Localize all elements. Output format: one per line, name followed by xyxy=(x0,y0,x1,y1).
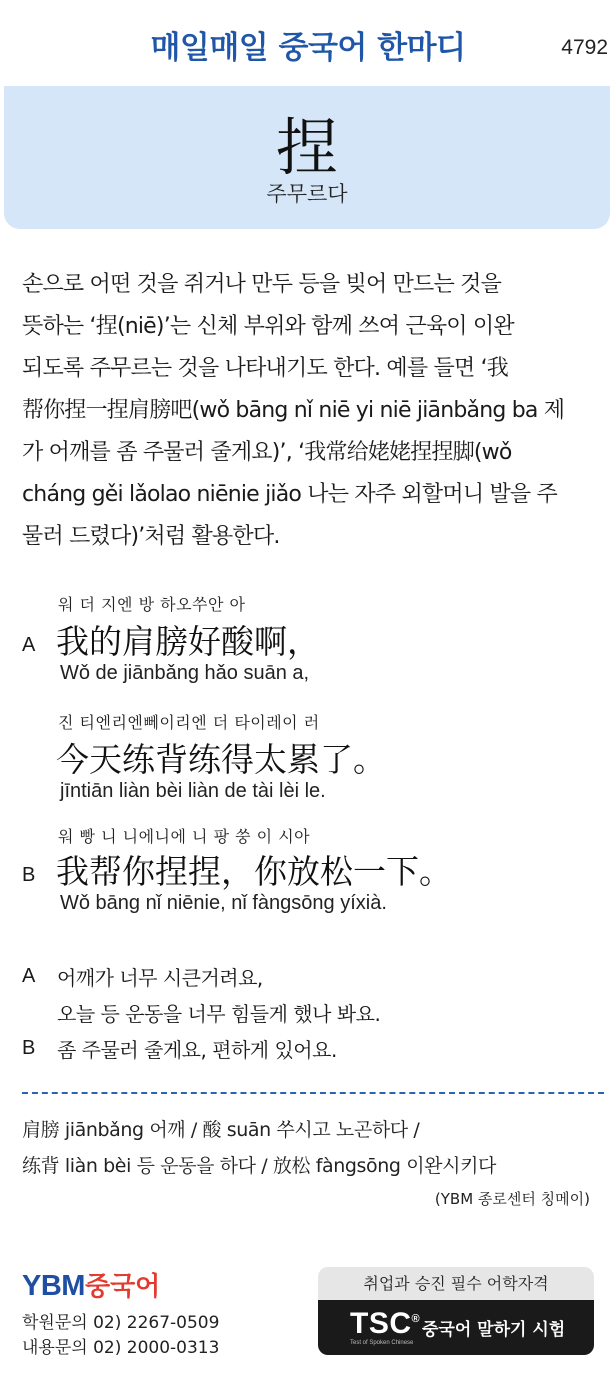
vocabulary xyxy=(22,1112,604,1184)
issue-number: 4792 xyxy=(561,36,608,59)
logo-brand-suffix: 중국어 xyxy=(84,1272,161,1302)
dashed-divider xyxy=(22,1092,604,1094)
pinyin: Wǒ de jiānbǎng hǎo suān a, xyxy=(60,662,310,684)
content-contact: 내용문의 02) 2000-0313 xyxy=(22,1338,220,1358)
academy-contact: 학원문의 02) 2267-0509 xyxy=(22,1313,220,1333)
translation-line xyxy=(22,1034,602,1070)
pinyin: jīntiān liàn bèi liàn de tài lèi le. xyxy=(60,780,326,802)
source-credit: (YBM 종로센터 칭메이) xyxy=(434,1190,590,1208)
tsc-name: 중국어 말하기 시험 xyxy=(422,1320,566,1340)
tsc-badge xyxy=(318,1267,594,1355)
translation-text: 좀 주물러 줄게요, 편하게 있어요. xyxy=(57,1038,337,1062)
korean-pronunciation: 워 더 지엔 방 하오쑤안 아 xyxy=(58,595,246,614)
description xyxy=(22,264,602,558)
registered-mark: ® xyxy=(411,1313,421,1325)
speaker-label: B xyxy=(22,864,36,886)
chinese-sentence: 我的肩膀好酸啊， xyxy=(56,622,320,661)
vocabulary-line: 肩膀 jiānbǎng 어깨 / 酸 suān 쑤시고 노곤하다 / xyxy=(22,1119,420,1141)
korean-pronunciation: 워 빵 니 니에니에 니 팡 쑹 이 시아 xyxy=(58,827,311,846)
description-line: 뜻하는 ‘捏(niē)’는 신체 부위와 함께 쓰여 근육이 이완 xyxy=(22,314,514,339)
description-line: 되도록 주무르는 것을 나타내기도 한다. 예를 들면 ‘我 xyxy=(22,356,508,381)
speaker-label: A xyxy=(22,965,36,987)
headword-meaning: 주무르다 xyxy=(266,182,348,206)
translation-line xyxy=(22,998,602,1034)
description-line: 손으로 어떤 것을 쥐거나 만두 등을 빚어 만드는 것을 xyxy=(22,272,502,297)
tsc-logo xyxy=(350,1307,420,1341)
translation-text: 어깨가 너무 시큰거려요, xyxy=(57,966,263,990)
column-title: 매일매일 중국어 한마디 xyxy=(150,30,466,66)
translation-line xyxy=(22,962,602,998)
logo-brand: YBM xyxy=(22,1270,85,1302)
speaker-label: A xyxy=(22,634,36,656)
korean-pronunciation: 진 티엔리엔뻬이리엔 더 타이레이 러 xyxy=(58,713,320,732)
description-line: 물러 드렸다)’처럼 활용한다. xyxy=(22,524,280,549)
tsc-bar xyxy=(318,1300,594,1355)
chinese-sentence: 今天练背练得太累了。 xyxy=(56,740,386,779)
speaker-label: B xyxy=(22,1037,36,1059)
word-title-box xyxy=(4,86,610,229)
description-line: 가 어깨를 좀 주물러 줄게요)’, ‘我常给姥姥捏捏脚(wǒ xyxy=(22,440,512,465)
vocabulary-line: 练背 liàn bèi 등 운동을 하다 / 放松 fàngsōng 이완시키다 xyxy=(22,1155,496,1177)
header xyxy=(0,0,616,86)
chinese-sentence: 我帮你捏捏，你放松一下。 xyxy=(56,852,452,891)
headword-character: 捏 xyxy=(275,111,338,184)
ybm-logo xyxy=(22,1266,160,1303)
tsc-logo-text: TSC xyxy=(350,1307,412,1340)
description-line: 帮你捏一捏肩膀吧(wǒ bāng nǐ niē yi niē jiānbǎng ba 제 xyxy=(22,398,565,423)
pinyin: Wǒ bāng nǐ niēnie, nǐ fàngsōng yíxià. xyxy=(60,892,387,914)
tsc-tagline: 취업과 승진 필수 어학자격 xyxy=(363,1274,549,1293)
translation xyxy=(22,962,602,1070)
translation-text: 오늘 등 운동을 너무 힘들게 했나 봐요. xyxy=(57,1002,381,1026)
description-line: cháng gěi lǎolao niēnie jiǎo 나는 자주 외할머니 발을 주 xyxy=(22,482,558,507)
tsc-logo-subtitle: Test of Spoken Chinese xyxy=(350,1340,414,1346)
